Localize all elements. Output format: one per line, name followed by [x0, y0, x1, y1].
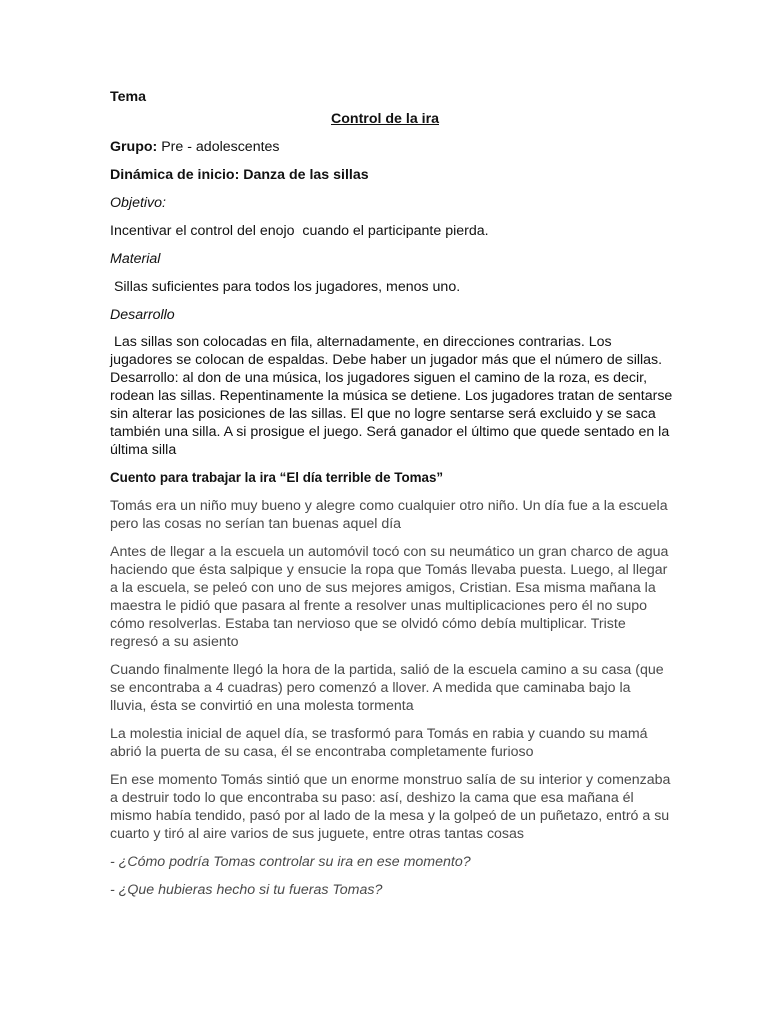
document-page [110, 88, 673, 899]
desarrollo-line: Desarrollo: al don de una música, los jugadores siguen el camino de la roza, es decir, [110, 370, 648, 386]
question-2 [110, 881, 660, 899]
desarrollo-line: Las sillas son colocadas en fila, alternadamente, en direcciones contrarias. Los [110, 334, 612, 350]
story-line: cómo resolverlas. Estaba tan nervioso que se olvidó cómo debía multiplicar. Triste [110, 616, 626, 632]
story-line: Tomás era un niño muy bueno y alegre como cualquier otro niño. Un día fue a la escuela [110, 498, 668, 514]
objetivo-heading: Objetivo: [110, 195, 166, 211]
story-paragraph [110, 497, 668, 533]
grupo-line [110, 138, 660, 156]
story-line: lluvia, ésta se convirtió en una molesta tormenta [110, 698, 414, 714]
question-text: - ¿Que hubieras hecho si tu fueras Tomas? [110, 882, 383, 898]
objetivo-text: Incentivar el control del enojo cuando el participante pierda. [110, 223, 489, 239]
material-heading: Material [110, 251, 161, 267]
desarrollo-line: también una silla. A si prosigue el juego. Será ganador el último que quede sentado en la [110, 424, 670, 440]
desarrollo-heading: Desarrollo [110, 307, 175, 323]
question-1 [110, 853, 660, 871]
story-line: a la escuela, se peleó con uno de sus mejores amigos, Cristian. Esa misma mañana la [110, 580, 656, 596]
cuento-heading-title: “El día terrible de Tomas” [279, 470, 444, 485]
story-line: haciendo que ésta salpique y ensucie la ropa que Tomás llevaba puesta. Luego, al llegar [110, 562, 668, 578]
story-line: maestra le pidió que pasara al frente a resolver unas multiplicaciones pero él no supo [110, 598, 648, 614]
story-paragraph [110, 543, 669, 651]
story-line: abrió la puerta de su casa, él se encontraba completamente furioso [110, 744, 534, 760]
cuento-heading-prefix: Cuento para trabajar la ira [110, 470, 280, 485]
dinamica-heading: Dinámica de inicio: Danza de las sillas [110, 167, 369, 183]
cuento-heading [110, 469, 660, 487]
desarrollo-line: última silla [110, 442, 177, 458]
story-paragraph [110, 725, 660, 761]
page-title: Control de la ira [331, 111, 439, 127]
story-line: mismo había tendido, pasó por al lado de la mesa y la golpeó de un puñetazo, entró a su [110, 808, 670, 824]
desarrollo-line: jugadores se colocan de espaldas. Debe haber un jugador más que el número de sillas. [110, 352, 663, 368]
material-text: Sillas suficientes para todos los jugadores, menos uno. [110, 279, 461, 295]
grupo-value: Pre - adolescentes [157, 139, 280, 155]
story-paragraph [110, 771, 671, 843]
question-text: - ¿Cómo podría Tomas controlar su ira en ese momento? [110, 854, 471, 870]
tema-label: Tema [110, 89, 147, 105]
story-line: En ese momento Tomás sintió que un enorme monstruo salía de su interior y comenzaba [110, 772, 671, 788]
story-line: a destruir todo lo que encontraba su paso: así, deshizo la cama que esa mañana él [110, 790, 634, 806]
desarrollo-paragraph [110, 333, 673, 459]
story-line: regresó a su asiento [110, 634, 239, 650]
story-line: se encontraba a 4 cuadras) pero comenzó a llover. A medida que caminaba bajo la [110, 680, 631, 696]
story-line: Cuando finalmente llegó la hora de la partida, salió de la escuela camino a su casa (que [110, 662, 664, 678]
story-line: cuarto y tiró al aire varios de sus juguete, entre otras tantas cosas [110, 826, 525, 842]
grupo-label: Grupo: [110, 139, 158, 155]
story-line: pero las cosas no serían tan buenas aquel día [110, 516, 402, 532]
story-line: La molestia inicial de aquel día, se trasformó para Tomás en rabia y cuando su mamá [110, 726, 648, 742]
story-paragraph [110, 661, 664, 715]
story-line: Antes de llegar a la escuela un automóvil tocó con su neumático un gran charco de agua [110, 544, 669, 560]
desarrollo-line: rodean las sillas. Repentinamente la música se detiene. Los jugadores tratan de sentarse [110, 388, 673, 404]
desarrollo-line: sin alterar las posiciones de las sillas. El que no logre sentarse será excluido y se saca [110, 406, 656, 422]
story-body [110, 497, 671, 899]
